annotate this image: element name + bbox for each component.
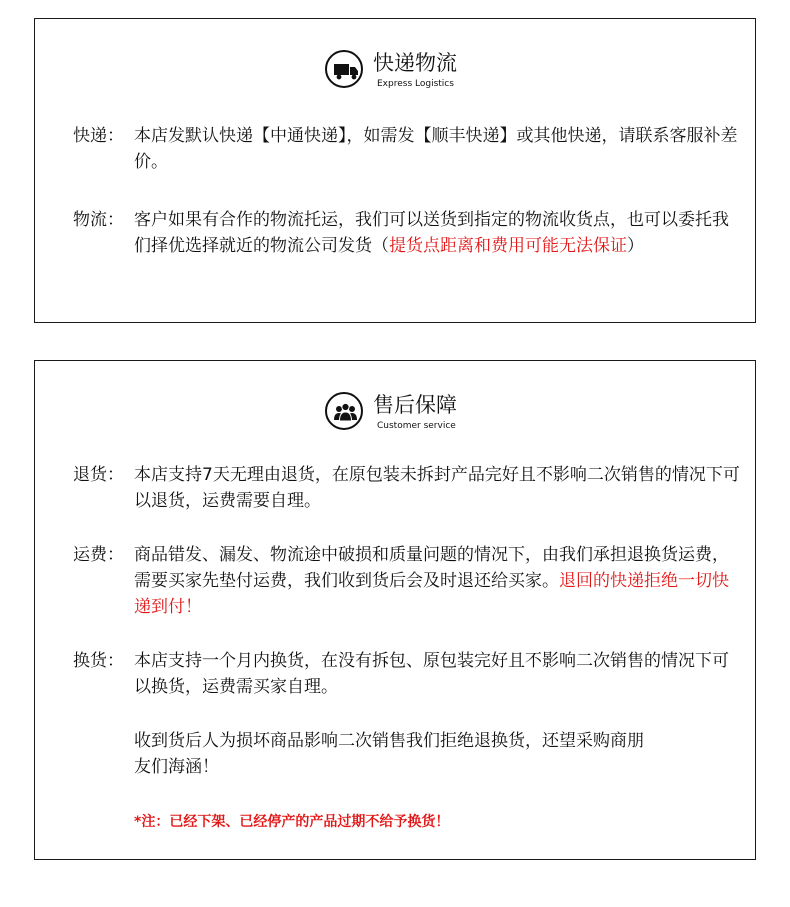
exchange-label: 换货： [73, 651, 124, 671]
shipping-paragraph [73, 542, 743, 620]
return-text: 本店支持7天无理由退货，在原包装未拆封产品完好且不影响二次销售的情况下可以退货，运费需要自理。 [134, 465, 740, 511]
logistics-title: 快递物流 [373, 51, 457, 75]
damage-paragraph: 收到货后人为损坏商品影响二次销售我们拒绝退换货，还望采购商朋友们海涵！ [134, 731, 644, 777]
freight-warning: 提货点距离和费用可能无法保证 [389, 236, 627, 256]
truck-icon [325, 50, 363, 88]
logistics-subtitle: Express Logistics [377, 79, 454, 89]
freight-text: 客户如果有合作的物流托运，我们可以送货到指定的物流收货点，也可以委托我们择优选择就近的物流公司发货（ [134, 210, 729, 256]
express-text: 本店发默认快递【中通快递】，如需发【顺丰快递】或其他快递，请联系客服补差价。 [134, 126, 738, 172]
express-label: 快递： [73, 126, 124, 146]
express-paragraph [73, 123, 743, 175]
return-label: 退货： [73, 465, 124, 485]
freight-paragraph [73, 207, 743, 259]
after-sales-section [34, 360, 756, 860]
exchange-text: 本店支持一个月内换货，在没有拆包、原包装完好且不影响二次销售的情况下可以换货，运费需买家自理。 [134, 651, 729, 697]
freight-label: 物流： [73, 210, 124, 230]
expired-note: *注：已经下架、已经停产的产品过期不给予换货！ [134, 814, 450, 830]
users-icon [325, 392, 363, 430]
logistics-section [34, 18, 756, 323]
return-paragraph [73, 462, 743, 514]
after-sales-subtitle: Customer service [377, 421, 456, 431]
freight-text-end: ） [627, 236, 644, 256]
after-sales-title: 售后保障 [373, 393, 457, 417]
exchange-paragraph [73, 648, 743, 700]
shipping-warning: 退回的快递拒绝一切快递到付！ [134, 571, 729, 617]
shipping-text: 商品错发、漏发、物流途中破损和质量问题的情况下，由我们承担退换货运费，需要买家先垫付运费，我们收到货后会及时退还给买家。 [134, 545, 729, 591]
shipping-label: 运费： [73, 545, 124, 565]
